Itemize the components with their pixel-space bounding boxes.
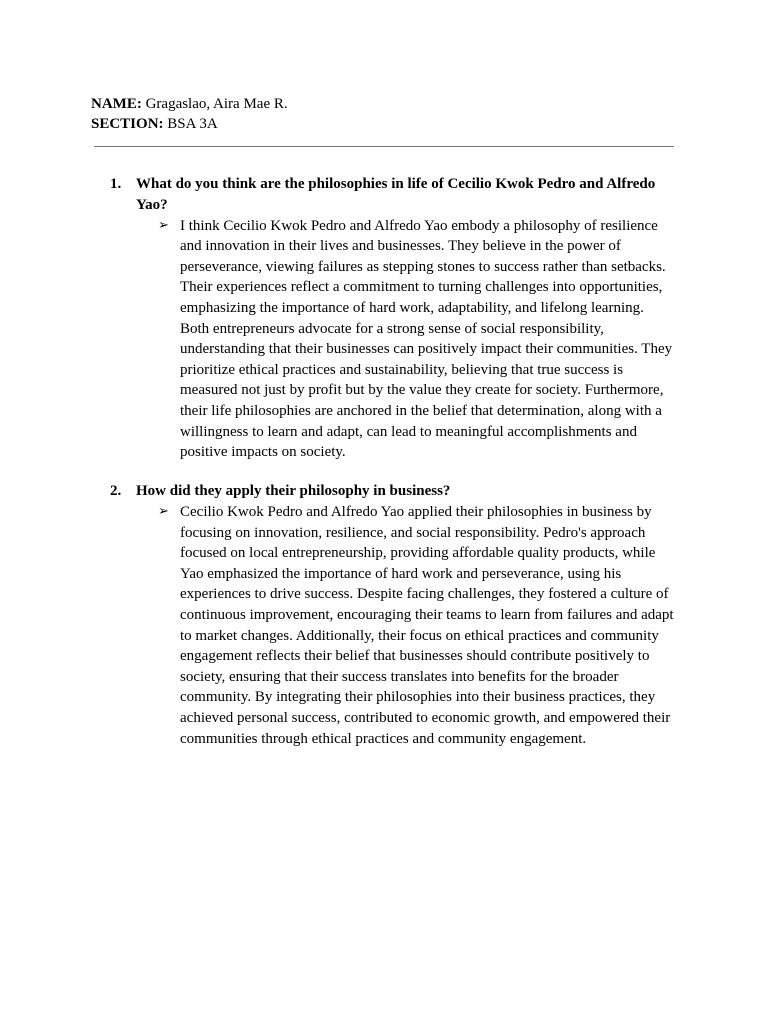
section-row [91, 114, 288, 134]
answer-2-line: to market changes. Additionally, their focus on ethical practices and community [180, 627, 659, 644]
question-2-text [136, 481, 666, 502]
question-1-number: 1. [110, 176, 122, 192]
answer-2 [158, 502, 680, 749]
answer-1-line: positive impacts on society. [180, 444, 346, 461]
answer-1-line: measured not just by profit but by the value they create for society. Furthermore, [180, 382, 664, 399]
question-2 [110, 481, 680, 749]
answer-2-line: experiences to drive success. Despite facing challenges, they fostered a culture of [180, 586, 669, 603]
name-label: NAME: [91, 96, 142, 112]
answer-1-line: Their experiences reflect a commitment to turning challenges into opportunities, [180, 279, 663, 296]
name-row [91, 94, 288, 114]
answer-2-line: communities through ethical practices and community engagement. [180, 730, 587, 747]
answer-2-line: engagement reflects their belief that businesses should contribute positively to [180, 648, 650, 665]
answer-2-text [180, 502, 680, 749]
question-1-line: Yao? [136, 196, 168, 213]
answer-1-line: I think Cecilio Kwok Pedro and Alfredo Yao embody a philosophy of resilience [180, 217, 658, 234]
question-1 [110, 174, 680, 463]
question-1-text [136, 174, 666, 215]
answer-2-line: society, ensuring that their success translates into benefits for the broader [180, 668, 619, 685]
horizontal-divider [94, 146, 674, 147]
answer-1 [158, 216, 680, 463]
answer-1-line: perseverance, viewing failures as stepping stones to success rather than setbacks. [180, 258, 666, 275]
arrow-bullet-icon: ➢ [158, 217, 169, 233]
answer-1-line: their life philosophies are anchored in the belief that determination, along with a [180, 403, 662, 420]
question-1-heading [110, 174, 680, 215]
answer-2-line: community. By integrating their philosophies into their business practices, they [180, 689, 656, 706]
answer-1-line: understanding that their businesses can positively impact their communities. They [180, 341, 673, 358]
answer-1-line: prioritize ethical practices and sustainability, believing that true success is [180, 361, 624, 378]
arrow-bullet-icon: ➢ [158, 504, 169, 520]
answer-1-line: Both entrepreneurs advocate for a strong sense of social responsibility, [180, 320, 604, 337]
question-1-line: What do you think are the philosophies in life of Cecilio Kwok Pedro and Alfredo [136, 176, 656, 192]
name-value: Gragaslao, Aira Mae R. [145, 96, 288, 112]
section-value: BSA 3A [167, 116, 218, 132]
section-label: SECTION: [91, 116, 164, 132]
answer-2-line: Cecilio Kwok Pedro and Alfredo Yao applied their philosophies in business by [180, 504, 652, 521]
answer-2-line: achieved personal success, contributed to economic growth, and empowered their [180, 710, 671, 727]
answer-1-text [180, 216, 680, 463]
answer-1-line: and innovation in their lives and businesses. They believe in the power of [180, 238, 621, 255]
question-2-heading [110, 481, 680, 502]
answer-1-line: emphasizing the importance of hard work, adaptability, and lifelong learning. [180, 300, 644, 317]
answer-2-line: continuous improvement, encouraging their teams to learn from failures and adapt [180, 607, 674, 624]
question-2-number: 2. [110, 483, 122, 499]
answer-2-line: Yao emphasized the importance of hard work and perseverance, using his [180, 565, 622, 582]
answer-2-line: focusing on innovation, resilience, and social responsibility. Pedro's approach [180, 524, 646, 541]
answer-2-line: focused on local entrepreneurship, providing affordable quality products, while [180, 545, 656, 562]
question-2-line: How did they apply their philosophy in business? [136, 483, 451, 499]
student-info [91, 94, 288, 134]
answer-1-line: willingness to learn and adapt, can lead to meaningful accomplishments and [180, 423, 637, 440]
